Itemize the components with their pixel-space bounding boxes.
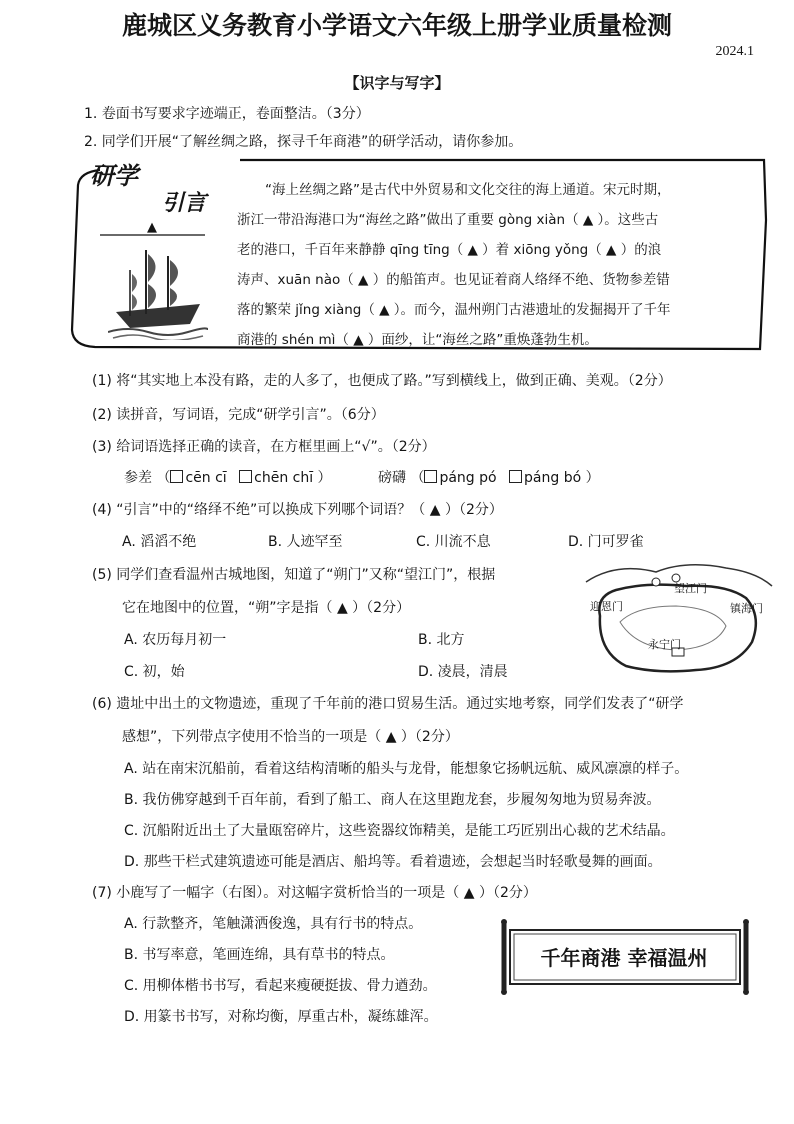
intro-text-line-3: 老的港口，千百年来静静 qīng tīng（ ▲ ）着 xiōng yǒng（ ▲ ）的浪 (237, 242, 662, 258)
intro-heading-research: 研学 (90, 161, 138, 190)
q5-option-b: B. 北方 (418, 632, 465, 648)
q7-option-a: A. 行款整齐，笔触潇洒俊逸，具有行书的特点。 (124, 916, 423, 932)
checkbox-pang-po[interactable] (424, 470, 437, 483)
q6-option-b: B. 我仿佛穿越到千百年前，看到了船工、商人在这里跑龙套，步履匆匆地为贸易奔波。 (124, 792, 661, 808)
checkbox-chen-chi[interactable] (239, 470, 252, 483)
question-1: (1) 将“其实地上本没有路，走的人多了，也便成了路。”写到横线上，做到正确、美观。（2分） (92, 373, 672, 389)
q3-w1-option-1: cēn cī (185, 470, 227, 486)
checkbox-pang-bo[interactable] (509, 470, 522, 483)
q6-option-c: C. 沉船附近出土了大量瓯窑碎片，这些瓷器纹饰精美，是能工巧匠别出心裁的艺术结晶。 (124, 823, 675, 839)
map-label-yingen-gate: 迎恩门 (590, 600, 623, 613)
q3-w1-option-2: chēn chī (254, 470, 314, 486)
question-7: (7) 小鹿写了一幅字（右图）。对这幅字赏析恰当的一项是（ ▲ ）（2分） (92, 885, 537, 901)
intro-text-line-4: 涛声、xuān nào（ ▲ ）的船笛声。也见证着商人络绎不绝、货物参差错 (237, 272, 670, 288)
intro-text-line-5: 落的繁荣 jǐng xiàng（ ▲ ）。而今，温州朔门古港遗址的发掘揭开了千年 (237, 302, 671, 318)
page-title: 鹿城区义务教育小学语文六年级上册学业质量检测 (121, 11, 672, 40)
intro-heading-preface: 引言 (162, 190, 207, 216)
map-label-wangjiang-gate: 望江门 (674, 582, 707, 595)
question-6-line-1: (6) 遗址中出土的文物遗迹，重现了千年前的港口贸易生活。通过实地考察，同学们发表了“研学 (92, 696, 684, 712)
q3-word-row: 参差 （ cēn cī chēn chī ） (124, 470, 332, 486)
q4-option-c: C. 川流不息 (416, 534, 491, 550)
wenzhou-old-city-map (576, 556, 776, 688)
intro-text-line-6: 商港的 shén mì（ ▲ ）面纱，让“海丝之路”重焕蓬勃生机。 (237, 332, 598, 348)
q6-option-d: D. 那些干栏式建筑遗迹可能是酒店、船坞等。看着遗迹，会想起当时轻歌曼舞的画面。 (124, 854, 662, 870)
q5-option-a: A. 农历每月初一 (124, 632, 227, 648)
q7-option-c: C. 用柳体楷书书写，看起来瘦硬挺拔、骨力遒劲。 (124, 978, 437, 994)
q3-w2-option-1: páng pó (439, 470, 497, 486)
q3-word-1: 参差 (124, 470, 152, 486)
intro-text-line-2: 浙江一带沿海港口为“海丝之路”做出了重要 gòng xiàn（ ▲ ）。这些古 (237, 212, 659, 228)
section-heading: 【识字与写字】 (344, 74, 450, 92)
q5-option-c: C. 初，始 (124, 664, 185, 680)
instruction-1: 1. 卷面书写要求字迹端正，卷面整洁。（3分） (84, 106, 370, 122)
map-label-yongning-gate: 永宁门 (648, 638, 681, 651)
q7-option-b: B. 书写率意，笔画连绵，具有草书的特点。 (124, 947, 395, 963)
ship-illustration (108, 242, 208, 340)
q3-word-row-2: 磅礴 （ páng pó páng bó ） (378, 470, 600, 486)
intro-title-blank-marker: ▲ (147, 220, 157, 235)
q6-option-a: A. 站在南宋沉船前，看着这结构清晰的船头与龙骨，能想象它扬帆远航、威风凛凛的样子。 (124, 761, 689, 777)
question-6-line-2: 感想”，下列带点字使用不恰当的一项是（ ▲ ）（2分） (122, 729, 459, 745)
checkbox-cen-ci[interactable] (170, 470, 183, 483)
q5-option-d: D. 凌晨，清晨 (418, 664, 508, 680)
calligraphy-text: 千年商港 幸福温州 (540, 946, 708, 970)
question-5-line-2: 它在地图中的位置，“朔”字是指（ ▲ ）（2分） (122, 600, 411, 616)
q3-w2-option-2: páng bó (524, 470, 582, 486)
exam-date: 2024.1 (715, 44, 754, 59)
map-label-zhenhai-gate: 镇海门 (730, 602, 763, 615)
q7-option-d: D. 用篆书书写，对称均衡，厚重古朴，凝练雄浑。 (124, 1009, 438, 1025)
q3-word-2: 磅礴 (378, 470, 406, 486)
question-5-line-1: (5) 同学们查看温州古城地图，知道了“朔门”又称“望江门”，根据 (92, 567, 496, 583)
instruction-2: 2. 同学们开展“了解丝绸之路，探寻千年商港”的研学活动，请你参加。 (84, 134, 523, 150)
question-2: (2) 读拼音，写词语，完成“研学引言”。（6分） (92, 407, 385, 423)
question-3: (3) 给词语选择正确的读音，在方框里画上“√”。（2分） (92, 439, 436, 455)
q4-option-b: B. 人迹罕至 (268, 534, 343, 550)
intro-text-line-1: “海上丝绸之路”是古代中外贸易和文化交往的海上通道。宋元时期， (265, 182, 671, 198)
q4-option-d: D. 门可罗雀 (568, 534, 644, 550)
question-4: (4) “引言”中的“络绎不绝”可以换成下列哪个词语？（ ▲ ）（2分） (92, 502, 503, 518)
q4-option-a: A. 滔滔不绝 (122, 534, 197, 550)
